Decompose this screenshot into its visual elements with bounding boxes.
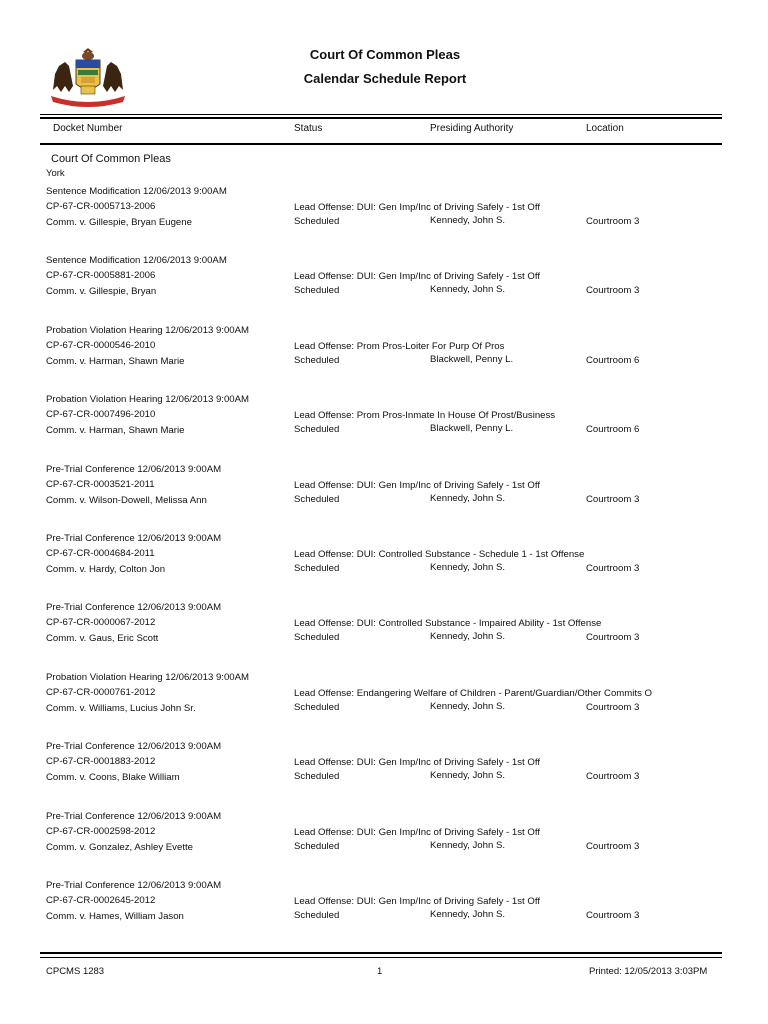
case-caption: Comm. v. Coons, Blake William [46,772,180,784]
column-header-divider [40,143,722,145]
docket-number: CP-67-CR-0005713-2006 [46,201,156,212]
lead-offense: Lead Offense: Prom Pros-Inmate In House Of Prost/Business [294,410,556,422]
column-header-authority: Presiding Authority [430,123,514,134]
docket-number: CP-67-CR-0005881-2006 [46,270,156,282]
footer-printed-timestamp: Printed: 12/05/2013 3:03PM [589,966,708,977]
hearing-type-datetime: Probation Violation Hearing 12/06/2013 9:00AM [46,671,250,683]
courtroom-location: Courtroom 3 [586,563,640,574]
case-status: Scheduled [294,910,340,921]
docket-number: CP-67-CR-0004684-2011 [46,548,155,559]
case-entry [0,672,768,742]
case-entry [0,464,768,534]
case-entry [0,880,768,950]
case-entry [0,186,768,256]
courtroom-location: Courtroom 3 [586,493,640,505]
case-status: Scheduled [294,701,340,713]
hearing-type-datetime: Sentence Modification 12/06/2013 9:00AM [46,255,227,267]
case-caption: Comm. v. Wilson-Dowell, Melissa Ann [46,494,207,506]
column-header-status: Status [294,123,323,134]
case-status: Scheduled [294,840,340,852]
case-status: Scheduled [294,632,340,644]
case-entry [0,741,768,811]
lead-offense: Lead Offense: Prom Pros-Loiter For Purp Of Pros [294,340,505,352]
column-header-docket: Docket Number [53,123,123,134]
hearing-type-datetime: Pre-Trial Conference 12/06/2013 9:00AM [46,533,222,544]
courtroom-location: Courtroom 3 [586,771,640,783]
case-entry [0,533,768,603]
lead-offense: Lead Offense: DUI: Gen Imp/Inc of Driving Safely - 1st Off [294,479,540,491]
case-status: Scheduled [294,493,340,505]
docket-number: CP-67-CR-0002645-2012 [46,895,156,906]
courtroom-location: Courtroom 3 [586,285,640,297]
presiding-authority: Blackwell, Penny L. [430,353,514,365]
courtroom-location: Courtroom 3 [586,910,640,921]
footer-form-id: CPCMS 1283 [46,966,105,977]
case-status: Scheduled [294,563,340,574]
case-status: Scheduled [294,285,340,297]
hearing-type-datetime: Sentence Modification 12/06/2013 9:00AM [46,186,227,197]
case-status: Scheduled [294,216,340,227]
case-caption: Comm. v. Hardy, Colton Jon [46,564,166,575]
case-caption: Comm. v. Harman, Shawn Marie [46,355,185,367]
case-caption: Comm. v. Gillespie, Bryan [46,286,157,298]
column-header-location: Location [586,123,624,134]
section-county: York [46,168,65,179]
docket-number: CP-67-CR-0001883-2012 [46,756,156,768]
case-entry [0,394,768,464]
case-entry [0,325,768,395]
header-divider-thick [40,117,722,119]
case-status: Scheduled [294,354,340,366]
hearing-type-datetime: Pre-Trial Conference 12/06/2013 9:00AM [46,880,222,891]
lead-offense: Lead Offense: DUI: Gen Imp/Inc of Driving Safely - 1st Off [294,202,540,213]
presiding-authority: Kennedy, John S. [430,770,506,782]
footer-divider-thick [40,952,722,954]
lead-offense: Lead Offense: DUI: Gen Imp/Inc of Driving Safely - 1st Off [294,826,540,838]
court-title: Court Of Common Pleas [309,47,461,62]
lead-offense: Lead Offense: Endangering Welfare of Children - Parent/Guardian/Other Commits O [294,687,652,699]
presiding-authority: Kennedy, John S. [430,700,506,712]
presiding-authority: Kennedy, John S. [430,492,506,504]
case-status: Scheduled [294,424,340,436]
courtroom-location: Courtroom 3 [586,701,640,713]
case-caption: Comm. v. Harman, Shawn Marie [46,425,185,437]
footer-divider-thin [40,957,722,958]
case-caption: Comm. v. Gonzalez, Ashley Evette [46,841,193,853]
section-court-name: Court Of Common Pleas [51,153,171,165]
presiding-authority: Kennedy, John S. [430,909,506,920]
docket-number: CP-67-CR-0000067-2012 [46,617,156,629]
hearing-type-datetime: Probation Violation Hearing 12/06/2013 9:00AM [46,394,250,406]
lead-offense: Lead Offense: DUI: Controlled Substance - Impaired Ability - 1st Offense [294,618,602,630]
case-caption: Comm. v. Hames, William Jason [46,911,184,922]
footer-page-number: 1 [377,966,383,977]
case-entry [0,255,768,325]
case-status: Scheduled [294,771,340,783]
case-entry [0,811,768,881]
presiding-authority: Blackwell, Penny L. [430,423,514,435]
case-entry [0,602,768,672]
hearing-type-datetime: Pre-Trial Conference 12/06/2013 9:00AM [46,602,222,614]
lead-offense: Lead Offense: DUI: Gen Imp/Inc of Driving Safely - 1st Off [294,896,540,907]
presiding-authority: Kennedy, John S. [430,631,506,643]
hearing-type-datetime: Probation Violation Hearing 12/06/2013 9:00AM [46,324,250,336]
lead-offense: Lead Offense: DUI: Controlled Substance - Schedule 1 - 1st Offense [294,549,585,560]
hearing-type-datetime: Pre-Trial Conference 12/06/2013 9:00AM [46,810,222,822]
docket-number: CP-67-CR-0007496-2010 [46,409,156,421]
courtroom-location: Courtroom 6 [586,354,640,366]
case-caption: Comm. v. Williams, Lucius John Sr. [46,702,196,714]
hearing-type-datetime: Pre-Trial Conference 12/06/2013 9:00AM [46,463,222,475]
case-caption: Comm. v. Gaus, Eric Scott [46,633,159,645]
docket-number: CP-67-CR-0000546-2010 [46,339,156,351]
report-title: Calendar Schedule Report [303,71,467,86]
docket-number: CP-67-CR-0000761-2012 [46,686,156,698]
courtroom-location: Courtroom 6 [586,424,640,436]
hearing-type-datetime: Pre-Trial Conference 12/06/2013 9:00AM [46,741,222,753]
case-caption: Comm. v. Gillespie, Bryan Eugene [46,217,192,228]
presiding-authority: Kennedy, John S. [430,839,506,851]
courtroom-location: Courtroom 3 [586,216,640,227]
presiding-authority: Kennedy, John S. [430,284,506,296]
courtroom-location: Courtroom 3 [586,840,640,852]
presiding-authority: Kennedy, John S. [430,562,506,573]
header-divider-thin [40,114,722,115]
courtroom-location: Courtroom 3 [586,632,640,644]
presiding-authority: Kennedy, John S. [430,215,506,226]
lead-offense: Lead Offense: DUI: Gen Imp/Inc of Driving Safely - 1st Off [294,757,540,769]
lead-offense: Lead Offense: DUI: Gen Imp/Inc of Driving Safely - 1st Off [294,271,540,283]
docket-number: CP-67-CR-0003521-2011 [46,478,155,490]
docket-number: CP-67-CR-0002598-2012 [46,825,156,837]
